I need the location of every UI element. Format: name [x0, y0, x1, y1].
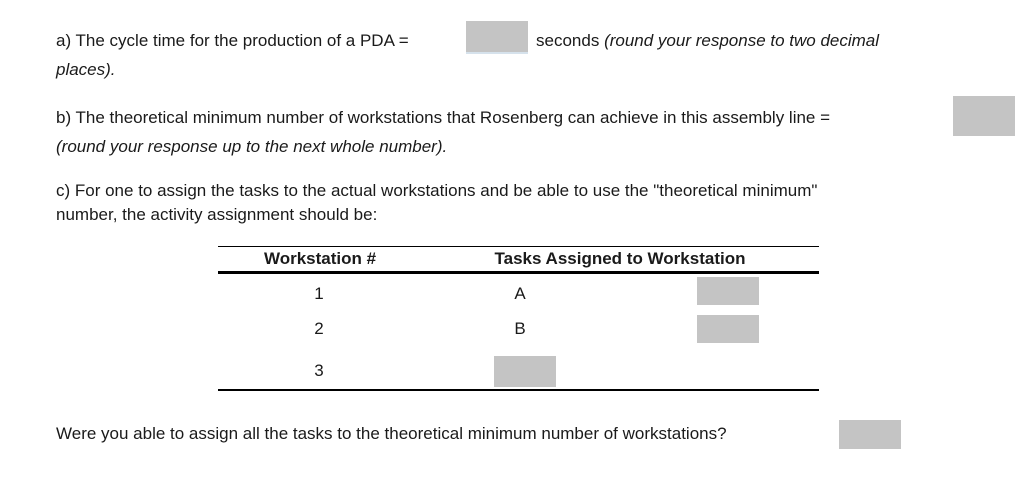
row-3-workstation: 3 — [314, 361, 324, 380]
part-a-prefix: a) The cycle time for the production of a PDA = — [56, 31, 409, 50]
header-workstation: Workstation # — [263, 249, 377, 268]
cropped-text-remnant — [56, 0, 486, 4]
min-workstations-input[interactable] — [953, 96, 1015, 136]
final-question-text: Were you able to assign all the tasks to the theoretical minimum number of workstations? — [56, 424, 727, 443]
row-2-task: B — [514, 319, 526, 338]
row-1-task: A — [514, 284, 526, 303]
table-bottom-rule — [218, 389, 819, 391]
part-a-suffix-line — [536, 31, 879, 51]
part-a-rounding-note-cont: places). — [56, 60, 116, 79]
part-b-rounding-note: (round your response up to the next whole number). — [56, 137, 448, 156]
row-2-workstation: 2 — [314, 319, 324, 338]
cycle-time-input-underline — [466, 52, 528, 54]
cycle-time-input[interactable] — [466, 21, 528, 52]
part-c-line1: c) For one to assign the tasks to the actual workstations and be able to use the "theoretical minimum" — [56, 181, 818, 200]
row-1-extra-task-input[interactable] — [697, 277, 759, 305]
row-1-workstation: 1 — [314, 284, 324, 303]
table-header-rule — [218, 271, 819, 274]
part-a-unit: seconds — [536, 31, 600, 50]
part-b-text: b) The theoretical minimum number of workstations that Rosenberg can achieve in this assembly line = — [56, 108, 831, 127]
final-answer-input[interactable] — [839, 420, 901, 449]
header-tasks-assigned: Tasks Assigned to Workstation — [494, 249, 746, 268]
row-2-extra-task-input[interactable] — [697, 315, 759, 343]
table-top-rule — [218, 246, 819, 247]
row-3-task-input[interactable] — [494, 356, 556, 387]
part-c-line2: number, the activity assignment should be: — [56, 205, 378, 224]
part-a-rounding-note: (round your response to two decimal — [604, 31, 880, 50]
